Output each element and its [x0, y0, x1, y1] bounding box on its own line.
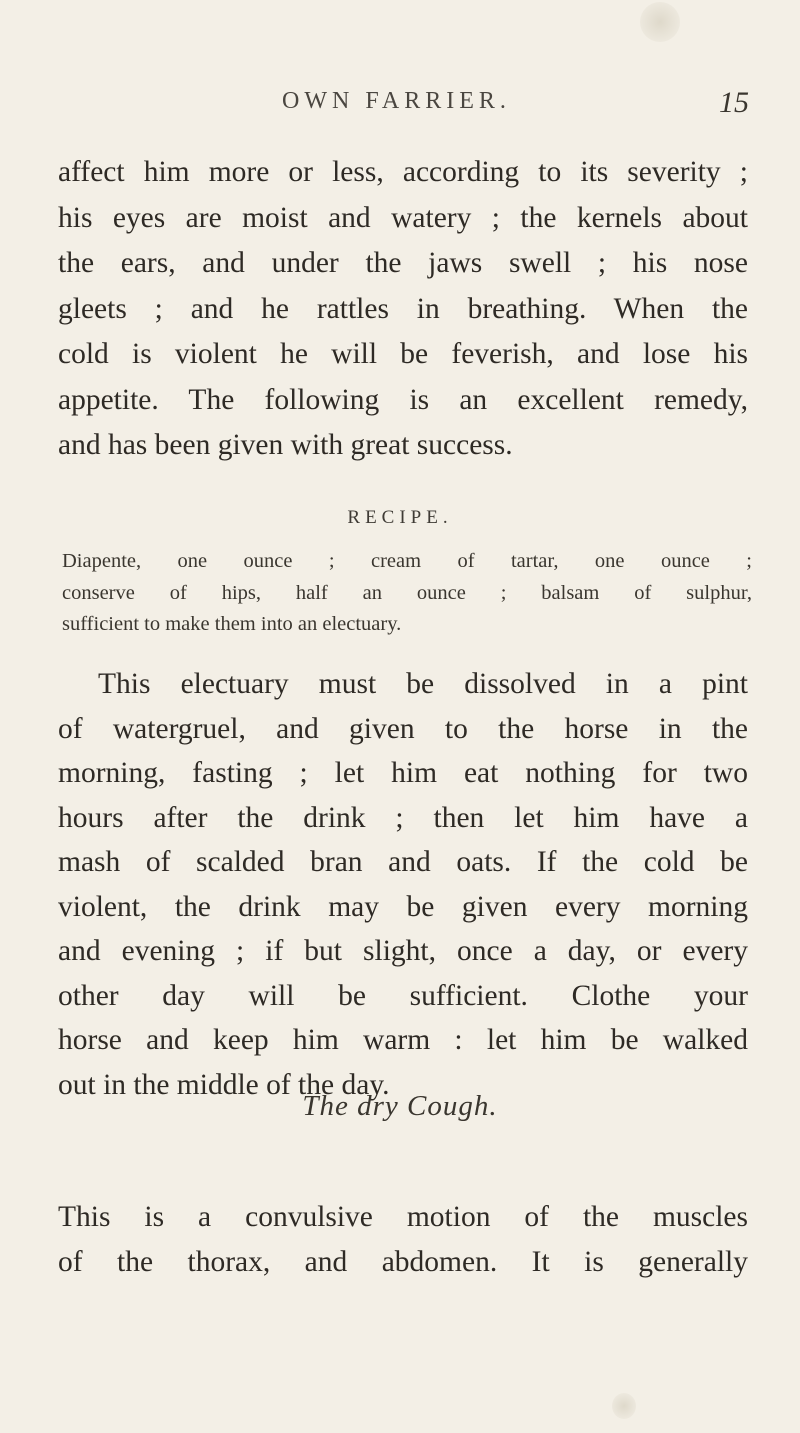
text-line: appetite. The following is an excellent remedy,: [58, 383, 748, 416]
paper-stain: [640, 2, 680, 42]
text-line: mash of scalded bran and oats. If the cold be: [58, 846, 748, 878]
text-line: gleets ; and he rattles in breathing. When the: [58, 292, 748, 325]
paragraph-dry-cough: [58, 1195, 748, 1284]
text-line: out in the middle of the day.: [58, 1068, 390, 1101]
text-line: affect him more or less, according to its severity ;: [58, 156, 748, 188]
text-line: of watergruel, and given to the horse in the: [58, 712, 748, 745]
text-line: other day will be sufficient. Clothe your: [58, 979, 748, 1012]
text-line: cold is violent he will be feverish, and lose his: [58, 338, 748, 370]
recipe-line: Diapente, one ounce ; cream of tartar, one ounce ;: [62, 550, 752, 572]
paragraph-symptoms: [58, 150, 748, 469]
text-line: the ears, and under the jaws swell ; his nose: [58, 247, 748, 279]
page-number: 15: [719, 86, 749, 119]
recipe-body: [62, 546, 752, 641]
paper-stain: [612, 1393, 636, 1419]
text-line: violent, the drink may be given every morning: [58, 890, 748, 923]
text-line: morning, fasting ; let him eat nothing for two: [58, 757, 748, 789]
text-line: This is a convulsive motion of the muscles: [58, 1201, 748, 1233]
running-head: [0, 88, 800, 128]
paragraph-treatment: [58, 662, 748, 1107]
text-line: horse and keep him warm : let him be walked: [58, 1024, 748, 1056]
text-line: and has been given with great success.: [58, 429, 513, 461]
text-line: his eyes are moist and watery ; the kernels about: [58, 201, 748, 234]
recipe-line: sufficient to make them into an electuary.: [62, 613, 402, 635]
text-line: hours after the drink ; then let him have a: [58, 801, 748, 834]
running-title: OWN FARRIER.: [282, 88, 511, 114]
recipe-heading: RECIPE.: [347, 507, 453, 528]
text-line: of the thorax, and abdomen. It is generally: [58, 1245, 748, 1278]
recipe-line: conserve of hips, half an ounce ; balsam of sulphur,: [62, 581, 752, 604]
text-line: and evening ; if but slight, once a day, or every: [58, 935, 748, 967]
section-heading: The dry Cough.: [302, 1090, 498, 1122]
text-line: This electuary must be dissolved in a pint: [98, 668, 748, 700]
